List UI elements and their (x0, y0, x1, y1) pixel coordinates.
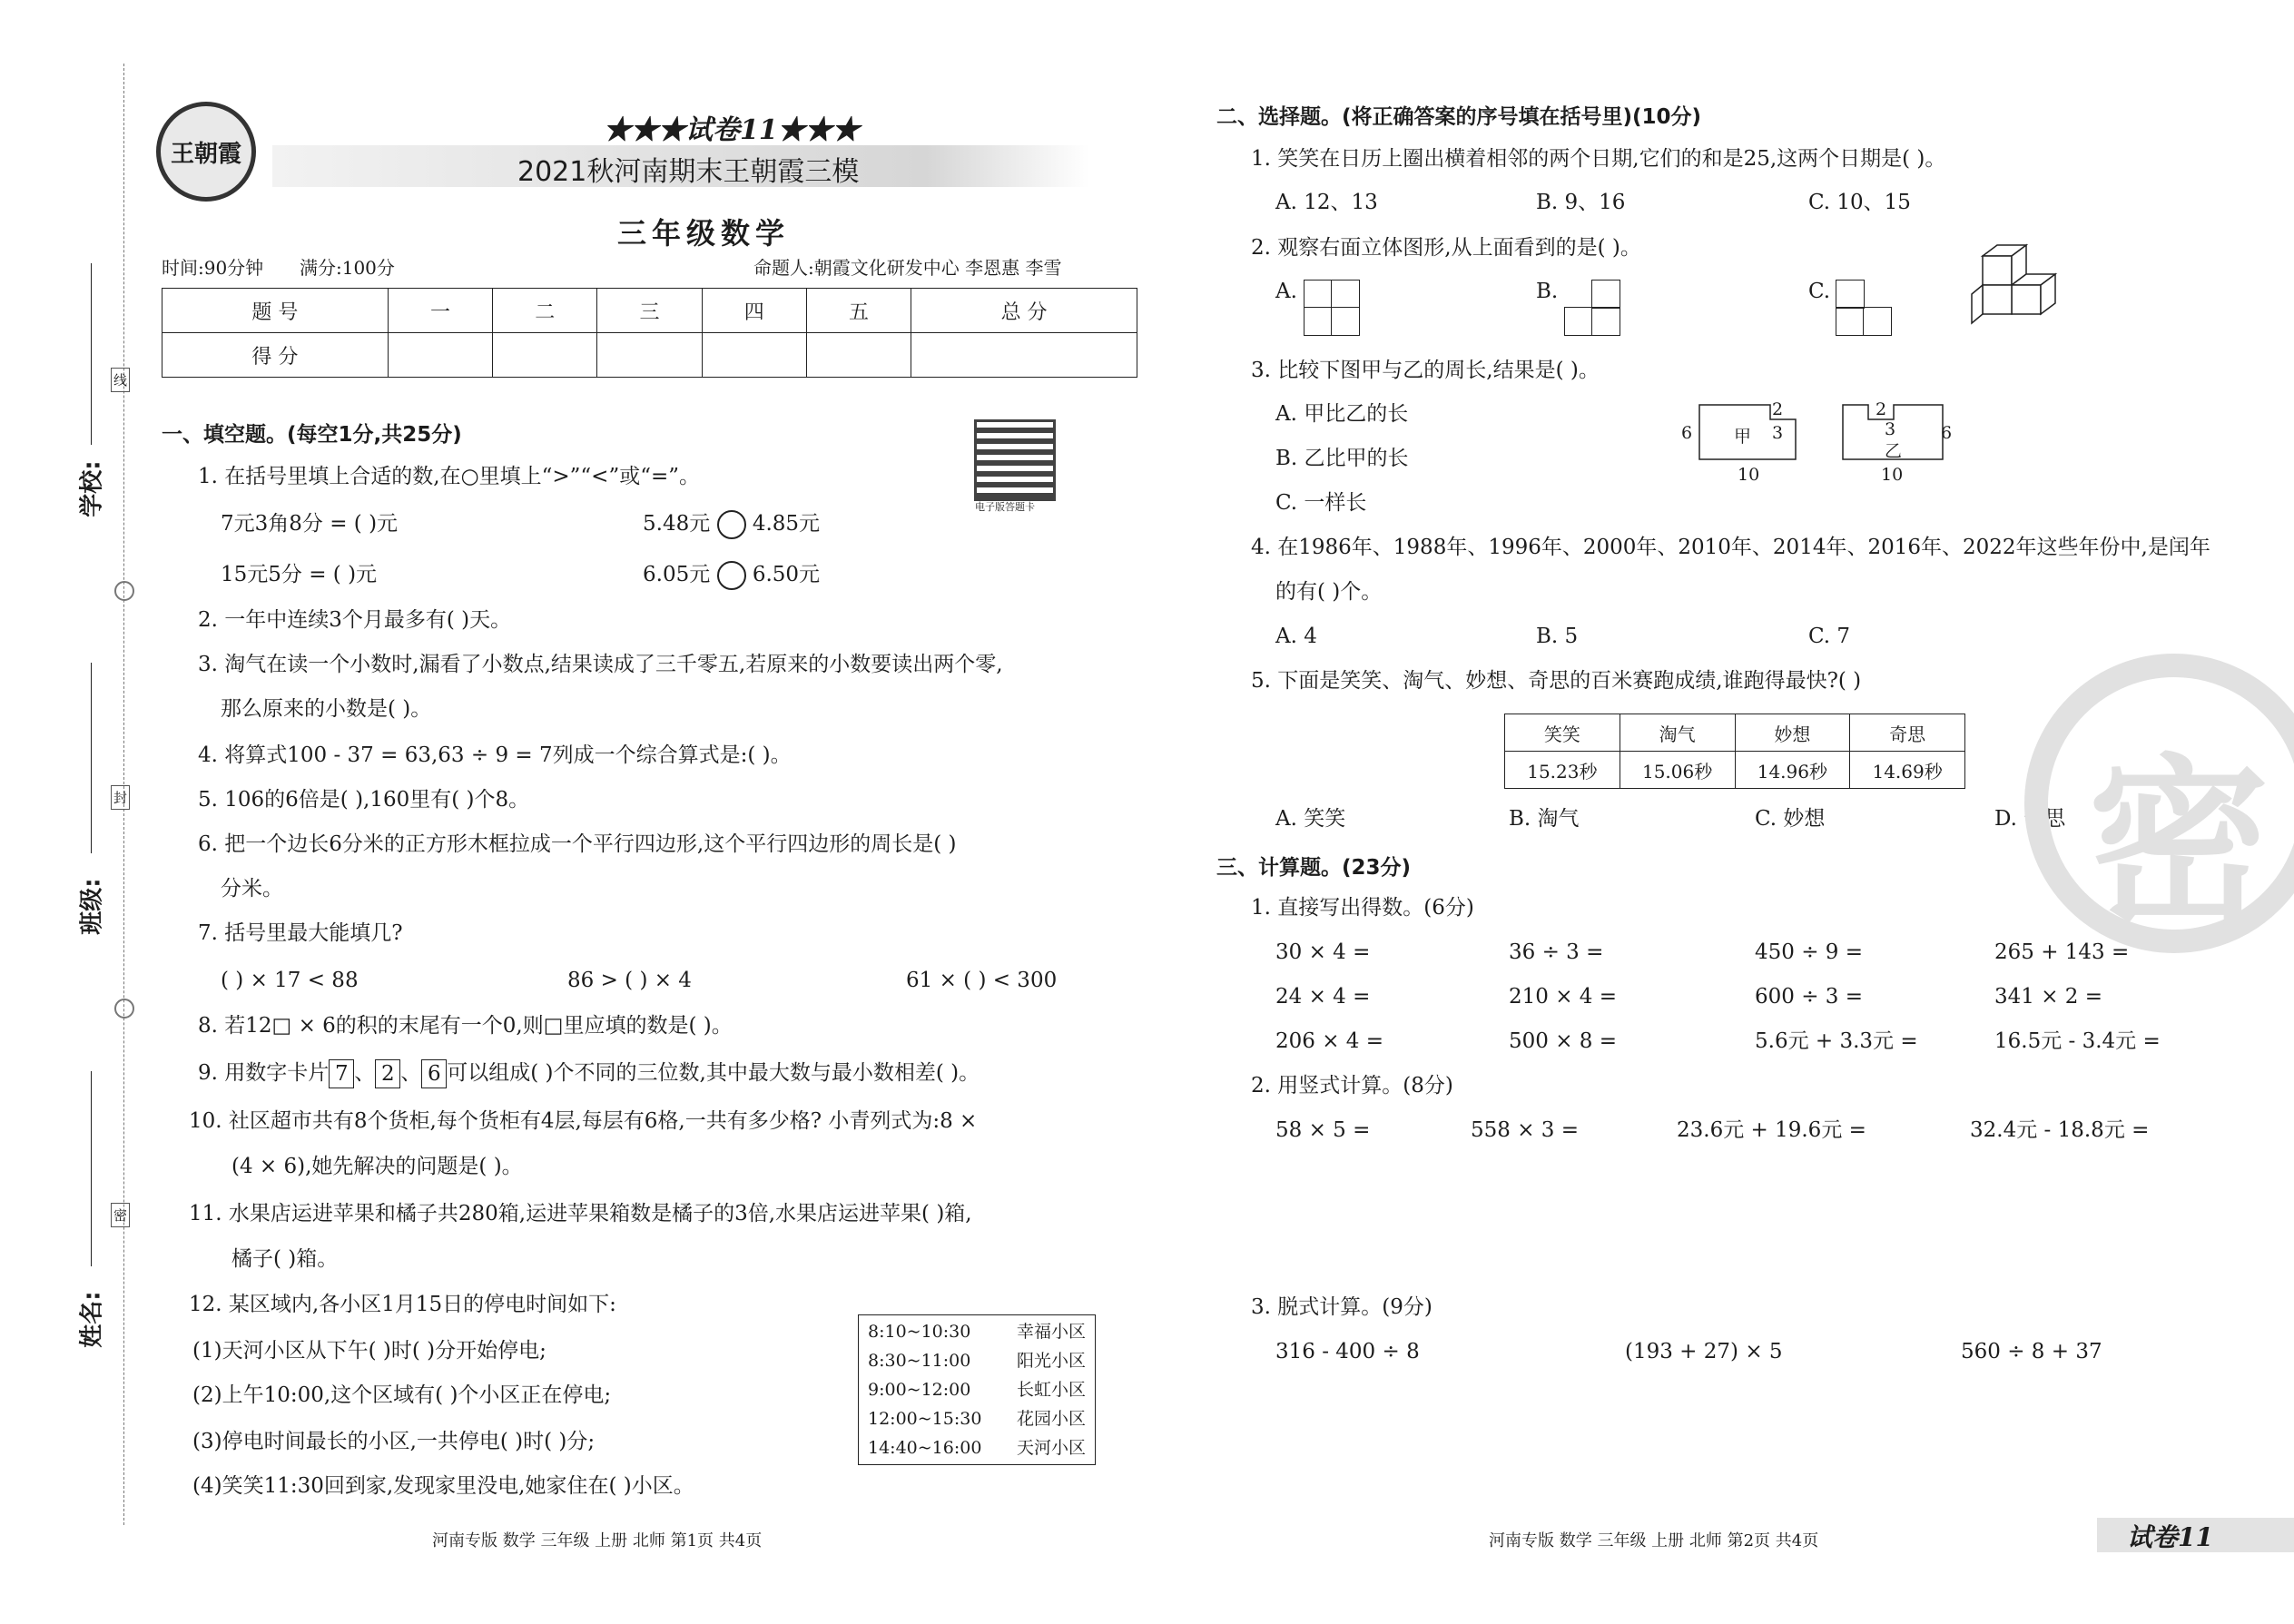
schedule-time: 8:10~10:30 (868, 1322, 971, 1342)
q2-2-opt-b[interactable]: B. (1536, 280, 1559, 303)
schedule-time: 14:40~16:00 (868, 1438, 982, 1458)
schedule-time: 12:00~15:30 (868, 1409, 982, 1429)
q1-6b: 分米。 (221, 877, 283, 901)
class-blank[interactable] (91, 663, 92, 853)
fig-yi-label: 乙 (1885, 441, 1903, 461)
q1-3a: 3. 淘气在读一个小数时,漏看了小数点,结果读成了三千零五,若原来的小数要读出两个零, (198, 653, 1003, 676)
digit-card: 2 (375, 1059, 400, 1088)
q2-3-opt-c[interactable]: C. 一样长 (1275, 491, 1367, 515)
race-time: 14.69秒 (1850, 752, 1965, 789)
q2-3: 3. 比较下图甲与乙的周长,结果是( )。 (1251, 359, 1600, 382)
q1-7: 7. 括号里最大能填几? (198, 921, 403, 945)
outage-schedule (858, 1314, 1096, 1465)
section-1-title: 一、填空题。(每空1分,共25分) (162, 423, 462, 447)
q3-1: 1. 直接写出得数。(6分) (1251, 896, 1474, 920)
q2-3-opt-b[interactable]: B. 乙比甲的长 (1275, 447, 1409, 470)
binding-mark-xian: 线 (111, 368, 130, 392)
q2-1: 1. 笑笑在日历上圈出横着相邻的两个日期,它们的和是25,这两个日期是( )。 (1251, 147, 1946, 171)
q1-1c: 15元5分 = ( )元 (221, 563, 378, 586)
q2-2: 2. 观察右面立体图形,从上面看到的是( )。 (1251, 236, 1641, 260)
q2-1-opt-a[interactable]: A. 12、13 (1275, 191, 1378, 214)
calc-item: 500 × 8 = (1509, 1029, 1618, 1053)
q1-9-pre: 9. 用数字卡片 (198, 1061, 330, 1085)
fig-yi-6: 6 (1941, 423, 1953, 443)
stepwise-calc-item: 560 ÷ 8 + 37 (1961, 1340, 2102, 1363)
grid-line (1591, 308, 1592, 335)
brand-logo (156, 102, 256, 202)
score-cell[interactable] (597, 333, 702, 378)
name-label: 姓名: (78, 1291, 106, 1348)
q2-4a: 4. 在1986年、1988年、1996年、2000年、2010年、2014年、2016年、2022年这些年份中,是闰年 (1251, 536, 2210, 559)
vertical-calc-item: 58 × 5 = (1275, 1118, 1371, 1142)
q1-4: 4. 将算式100 - 37 = 63,63 ÷ 9 = 7列成一个综合算式是:( )。 (198, 743, 792, 767)
schedule-area: 长虹小区 (1016, 1380, 1086, 1400)
page-title: 三年级数学 (617, 216, 791, 251)
stepwise-calc-item: (193 + 27) × 5 (1625, 1340, 1783, 1363)
q2-5-opt-c[interactable]: C. 妙想 (1755, 807, 1826, 831)
perimeter-figure (1679, 399, 1979, 490)
schedule-row (868, 1433, 1086, 1462)
compare-circle[interactable] (717, 510, 746, 539)
binding-hole-icon (114, 581, 134, 601)
q3-2: 2. 用竖式计算。(8分) (1251, 1074, 1453, 1097)
q3-3: 3. 脱式计算。(9分) (1251, 1295, 1433, 1319)
fig-yi-3: 3 (1885, 419, 1896, 439)
exam-time: 时间:90分钟 (162, 257, 264, 279)
q2-5-opt-d[interactable]: D. 奇思 (1994, 807, 2066, 831)
q1-12: 12. 某区域内,各小区1月15日的停电时间如下: (189, 1293, 616, 1316)
school-label: 学校: (78, 460, 106, 517)
brand-logo-text: 王朝霞 (170, 140, 241, 168)
fig-jia-3: 3 (1772, 423, 1784, 443)
cube-stack-icon (1970, 238, 2065, 329)
q1-11a: 11. 水果店运进苹果和橘子共280箱,运进苹果箱数是橘子的3倍,水果店运进苹果( )箱, (189, 1202, 972, 1225)
score-header-row (162, 289, 1137, 333)
score-header-cell: 题 号 (162, 289, 389, 333)
score-header-cell: 一 (388, 289, 492, 333)
q1-11b: 橘子( )箱。 (231, 1247, 339, 1271)
q1-9: 9. 用数字卡片 7 、 2 、 6 可以组成( )个不同的三位数,其中最大数与最小数相差( )。 (198, 1059, 980, 1088)
fig-yi-10: 10 (1881, 465, 1904, 485)
score-header-cell: 三 (597, 289, 702, 333)
digit-card: 7 (329, 1059, 354, 1088)
full-score: 满分:100分 (300, 257, 395, 279)
schedule-time: 9:00~12:00 (868, 1380, 971, 1400)
q2-5-opt-a[interactable]: A. 笑笑 (1275, 807, 1346, 831)
schedule-row (868, 1375, 1086, 1404)
grid-line (1331, 281, 1332, 335)
calc-item: 341 × 2 = (1994, 985, 2103, 1009)
q1-1d-left: 6.05元 (643, 563, 711, 586)
schedule-area: 天河小区 (1016, 1438, 1086, 1458)
q1-7a: ( ) × 17 < 88 (221, 969, 359, 992)
q2-4-opt-a[interactable]: A. 4 (1275, 625, 1317, 648)
score-header-cell: 四 (702, 289, 806, 333)
race-name: 笑笑 (1505, 714, 1620, 752)
q2-2-opt-c[interactable]: C. (1808, 280, 1831, 303)
score-cell[interactable] (806, 333, 911, 378)
exam-banner: 2021秋河南期末王朝霞三模 (517, 156, 860, 188)
schedule-area: 阳光小区 (1016, 1351, 1086, 1371)
q2-2-opt-a[interactable]: A. (1275, 280, 1297, 303)
name-blank[interactable] (91, 1071, 92, 1266)
q2-1-opt-c[interactable]: C. 10、15 (1808, 191, 1911, 214)
calc-item: 206 × 4 = (1275, 1029, 1384, 1053)
digit-card: 6 (421, 1059, 447, 1088)
vertical-calc-item: 32.4元 - 18.8元 = (1970, 1118, 2150, 1142)
q1-1a: 7元3角8分 = ( )元 (221, 512, 399, 536)
q1-7b: 86 > ( ) × 4 (567, 969, 692, 992)
section-3-title: 三、计算题。(23分) (1216, 856, 1412, 880)
q2-4-opt-c[interactable]: C. 7 (1808, 625, 1851, 648)
qr-code-icon (974, 419, 1056, 501)
authors: 命题人:朝霞文化研发中心 李恩惠 李雪 (753, 257, 1062, 279)
schedule-area: 幸福小区 (1016, 1322, 1086, 1342)
q1-1: 1. 在括号里填上合适的数,在○里填上“>”“<”或“=”。 (198, 465, 700, 488)
fig-jia-label: 甲 (1734, 427, 1752, 447)
q1-7c: 61 × ( ) < 300 (906, 969, 1058, 992)
view-c-top (1836, 280, 1865, 309)
schedule-row (868, 1404, 1086, 1433)
q2-4-opt-b[interactable]: B. 5 (1536, 625, 1579, 648)
q2-5-opt-b[interactable]: B. 淘气 (1509, 807, 1580, 831)
race-name-row (1505, 714, 1965, 752)
calc-item: 24 × 4 = (1275, 985, 1371, 1009)
score-entry-row (162, 333, 1137, 378)
calc-item: 5.6元 + 3.3元 = (1755, 1029, 1918, 1053)
q1-1d-right: 6.50元 (752, 563, 821, 586)
compare-circle[interactable] (717, 561, 746, 590)
q1-1b (643, 510, 820, 539)
view-c-bottom (1836, 307, 1892, 336)
section-2-title: 二、选择题。(将正确答案的序号填在括号里)(10分) (1216, 105, 1702, 129)
race-name: 奇思 (1850, 714, 1965, 752)
secret-seal-text: 密 (2088, 739, 2270, 950)
q2-3-opt-a[interactable]: A. 甲比乙的长 (1275, 402, 1409, 426)
qr-caption: 电子版答题卡 (975, 501, 1035, 513)
q1-6a: 6. 把一个边长6分米的正方形木框拉成一个平行四边形,这个平行四边形的周长是( ) (198, 832, 957, 856)
fig-jia-2: 2 (1772, 399, 1784, 419)
score-cell[interactable] (493, 333, 597, 378)
view-b-top (1591, 280, 1620, 309)
q1-5: 5. 106的6倍是( ),160里有( )个8。 (198, 788, 530, 812)
view-b-bottom (1564, 307, 1620, 336)
vertical-calc-item: 558 × 3 = (1471, 1118, 1580, 1142)
q1-1b-right: 4.85元 (752, 512, 821, 536)
q1-9-post: 可以组成( )个不同的三位数,其中最大数与最小数相差( )。 (447, 1061, 980, 1085)
grid-line (1863, 308, 1864, 335)
schedule-area: 花园小区 (1016, 1409, 1086, 1429)
calc-item: 210 × 4 = (1509, 985, 1618, 1009)
calc-item: 16.5元 - 3.4元 = (1994, 1029, 2161, 1053)
score-header-cell: 五 (806, 289, 911, 333)
score-cell[interactable] (702, 333, 806, 378)
schedule-time: 8:30~11:00 (868, 1351, 971, 1371)
q1-12-4: (4)笑笑11:30回到家,发现家里没电,她家住在( )小区。 (192, 1474, 694, 1498)
race-name: 淘气 (1620, 714, 1735, 752)
score-header-cell: 二 (493, 289, 597, 333)
q1-10a: 10. 社区超市共有8个货柜,每个货柜有4层,每层有6格,一共有多少格? 小青列式为:8 × (189, 1109, 978, 1133)
fig-jia-6: 6 (1681, 423, 1693, 443)
schedule-row (868, 1346, 1086, 1375)
score-cell[interactable] (911, 333, 1137, 378)
binding-mark-feng: 封 (111, 785, 130, 810)
grid-line (1305, 307, 1359, 308)
score-header-cell: 总 分 (911, 289, 1137, 333)
fig-yi-2: 2 (1876, 399, 1887, 419)
q2-5: 5. 下面是笑笑、淘气、妙想、奇思的百米赛跑成绩,谁跑得最快?( ) (1251, 669, 1862, 693)
score-table (162, 288, 1137, 378)
score-row-label: 得 分 (162, 333, 389, 378)
q1-3b: 那么原来的小数是( )。 (221, 697, 432, 721)
q1-1b-left: 5.48元 (643, 512, 711, 536)
footer-tag: 试卷11 (2127, 1522, 2213, 1552)
race-time: 15.06秒 (1620, 752, 1735, 789)
q1-1d (643, 561, 820, 590)
q1-8: 8. 若12□ × 6的积的末尾有一个0,则□里应填的数是( )。 (198, 1014, 733, 1038)
race-table (1504, 714, 1965, 789)
fig-jia-10: 10 (1738, 465, 1760, 485)
q1-2: 2. 一年中连续3个月最多有( )天。 (198, 608, 512, 632)
score-cell[interactable] (388, 333, 492, 378)
view-a-grid (1304, 280, 1360, 336)
class-label: 班级: (78, 878, 106, 935)
footer-left: 河南专版 数学 三年级 上册 北师 第1页 共4页 (432, 1531, 763, 1550)
vertical-calc-item: 23.6元 + 19.6元 = (1677, 1118, 1866, 1142)
calc-item: 36 ÷ 3 = (1509, 940, 1604, 964)
q2-4b: 的有( )个。 (1275, 580, 1383, 604)
q1-10b: (4 × 6),她先解决的问题是( )。 (231, 1155, 523, 1178)
school-blank[interactable] (91, 263, 92, 445)
footer-right: 河南专版 数学 三年级 上册 北师 第2页 共4页 (1489, 1531, 1819, 1550)
q1-12-1: (1)天河小区从下午( )时( )分开始停电; (192, 1339, 546, 1363)
calc-item: 450 ÷ 9 = (1755, 940, 1864, 964)
calc-item: 265 + 143 = (1994, 940, 2130, 964)
q2-1-opt-b[interactable]: B. 9、16 (1536, 191, 1626, 214)
binding-mark-mi: 密 (111, 1203, 130, 1227)
schedule-row (868, 1317, 1086, 1346)
calc-item: 30 × 4 = (1275, 940, 1371, 964)
stepwise-calc-item: 316 - 400 ÷ 8 (1275, 1340, 1420, 1363)
race-time: 15.23秒 (1505, 752, 1620, 789)
race-time: 14.96秒 (1735, 752, 1850, 789)
badge: ★★★试卷11★★★ (604, 114, 860, 146)
race-time-row (1505, 752, 1965, 789)
q1-12-3: (3)停电时间最长的小区,一共停电( )时( )分; (192, 1430, 596, 1453)
binding-hole-icon (114, 999, 134, 1019)
q1-12-2: (2)上午10:00,这个区域有( )个小区正在停电; (192, 1383, 612, 1407)
calc-item: 600 ÷ 3 = (1755, 985, 1864, 1009)
race-name: 妙想 (1735, 714, 1850, 752)
